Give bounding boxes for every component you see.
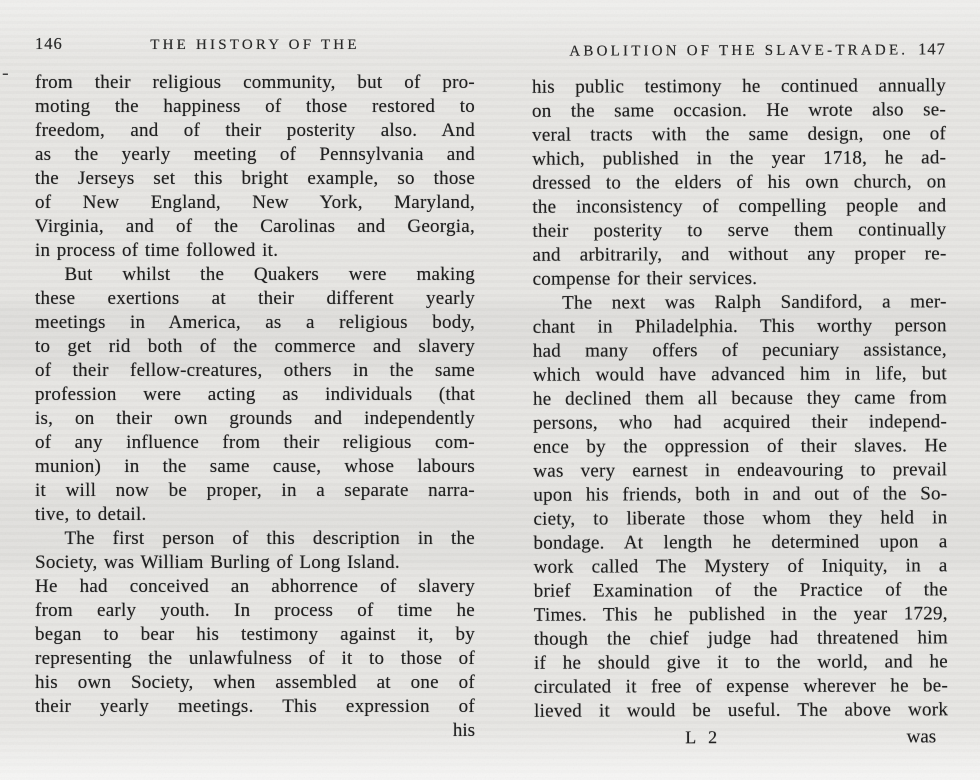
signature-line xyxy=(534,724,948,749)
text-line: work called The Mystery of Iniquity, in a xyxy=(533,555,948,578)
text-line: had many offers of pecuniary assistance, xyxy=(532,339,947,362)
text-line: brief Examination of the Practice of the xyxy=(533,579,948,602)
text-line: circulated it free of expense wherever he be- xyxy=(533,675,949,698)
running-title-left: THE HISTORY OF THE xyxy=(150,37,360,53)
text-line: his public testimony he continued annually xyxy=(531,75,946,98)
catchword-left: his xyxy=(452,720,475,741)
text-line: Society, was William Burling of Long Island. xyxy=(35,552,400,573)
text-line: began to bear his testimony against it, by xyxy=(35,624,475,645)
text-line: representing the unlawfulness of it to those of xyxy=(35,648,475,669)
text-line: which, published in the year 1718, he ad- xyxy=(532,147,947,170)
text-line: persons, who had acquired their independ- xyxy=(533,411,948,434)
text-line: is, on their own grounds and independently xyxy=(35,408,475,429)
page-146 xyxy=(35,34,475,743)
text-line: But whilst the Quakers were making xyxy=(64,264,475,285)
text-line: Times. This he published in the year 1729, xyxy=(533,603,948,626)
text-line: freedom, and of their posterity also. And xyxy=(35,120,475,141)
page-147-body xyxy=(532,74,948,723)
text-line: bondage. At length he determined upon a xyxy=(533,531,948,554)
text-line: munion) in the same cause, whose labours xyxy=(35,456,475,477)
text-line: their yearly meetings. This expression of xyxy=(35,696,475,717)
text-line: dressed to the elders of his own church, on xyxy=(532,171,947,194)
text-line: of any influence from their religious com- xyxy=(35,432,475,453)
text-line: of New England, New York, Maryland, xyxy=(35,192,475,213)
text-line: these exertions at their different yearly xyxy=(35,288,475,309)
text-line: ciety, to liberate those whom they held in xyxy=(533,507,948,530)
text-line: it will now be proper, in a separate narra- xyxy=(35,480,475,501)
running-header-right xyxy=(532,39,946,60)
text-line: and arbitrarily, and without any proper re- xyxy=(532,243,947,266)
text-line: The first person of this description in the xyxy=(64,528,475,549)
text-line: meetings in America, as a religious body, xyxy=(35,312,475,333)
text-line: he declined them all because they came from xyxy=(532,387,948,410)
text-line: in process of time followed it. xyxy=(35,240,279,261)
text-line: from early youth. In process of time he xyxy=(35,600,475,621)
text-line: the Jerseys set this bright example, so those xyxy=(35,168,475,189)
text-line: Virginia, and of the Carolinas and Georgia, xyxy=(35,216,475,237)
text-line: lieved it would be useful. The above work xyxy=(534,699,949,722)
text-line: on the same occasion. He wrote also se- xyxy=(531,99,947,122)
text-line: compense for their services. xyxy=(532,267,758,290)
text-line: his own Society, when assembled at one of xyxy=(35,672,475,693)
catchword-right: was xyxy=(906,726,937,748)
text-line: veral tracts with the same design, one of xyxy=(532,123,947,146)
text-line: of their fellow-creatures, others in the same xyxy=(35,360,475,381)
text-line: from their religious community, but of pro- xyxy=(35,72,475,93)
text-line: moting the happiness of those restored to xyxy=(35,96,475,117)
text-line: ence by the oppression of their slaves. He xyxy=(533,435,948,458)
page-146-body xyxy=(35,71,475,719)
page-number-right: 147 xyxy=(918,39,946,59)
running-header-left xyxy=(35,34,475,54)
margin-mark: - xyxy=(2,62,9,84)
text-line: to get rid both of the commerce and slavery xyxy=(35,336,475,357)
text-line: tive, to detail. xyxy=(35,504,147,525)
text-line: upon his friends, both in and out of the So- xyxy=(533,483,948,506)
text-line: their posterity to serve them continually xyxy=(532,219,947,242)
text-line: was very earnest in endeavouring to prevail xyxy=(533,459,948,482)
text-line: He had conceived an abhorrence of slavery xyxy=(35,576,475,597)
running-title-right: ABOLITION OF THE SLAVE-TRADE. xyxy=(569,42,909,60)
signature-mark: L 2 xyxy=(685,727,722,748)
text-line: chant in Philadelphia. This worthy person xyxy=(532,315,947,338)
page-147 xyxy=(532,39,948,749)
text-line: the inconsistency of compelling people and xyxy=(532,195,947,218)
text-line: though the chief judge had threatened him xyxy=(533,627,948,650)
page-number-left: 146 xyxy=(35,34,63,53)
text-line: as the yearly meeting of Pennsylvania and xyxy=(35,144,475,165)
text-line: which would have advanced him in life, but xyxy=(532,363,947,386)
text-line: profession were acting as individuals (that xyxy=(35,384,475,405)
text-line: The next was Ralph Sandiford, a mer- xyxy=(562,291,947,314)
text-line: if he should give it to the world, and he xyxy=(533,651,948,674)
